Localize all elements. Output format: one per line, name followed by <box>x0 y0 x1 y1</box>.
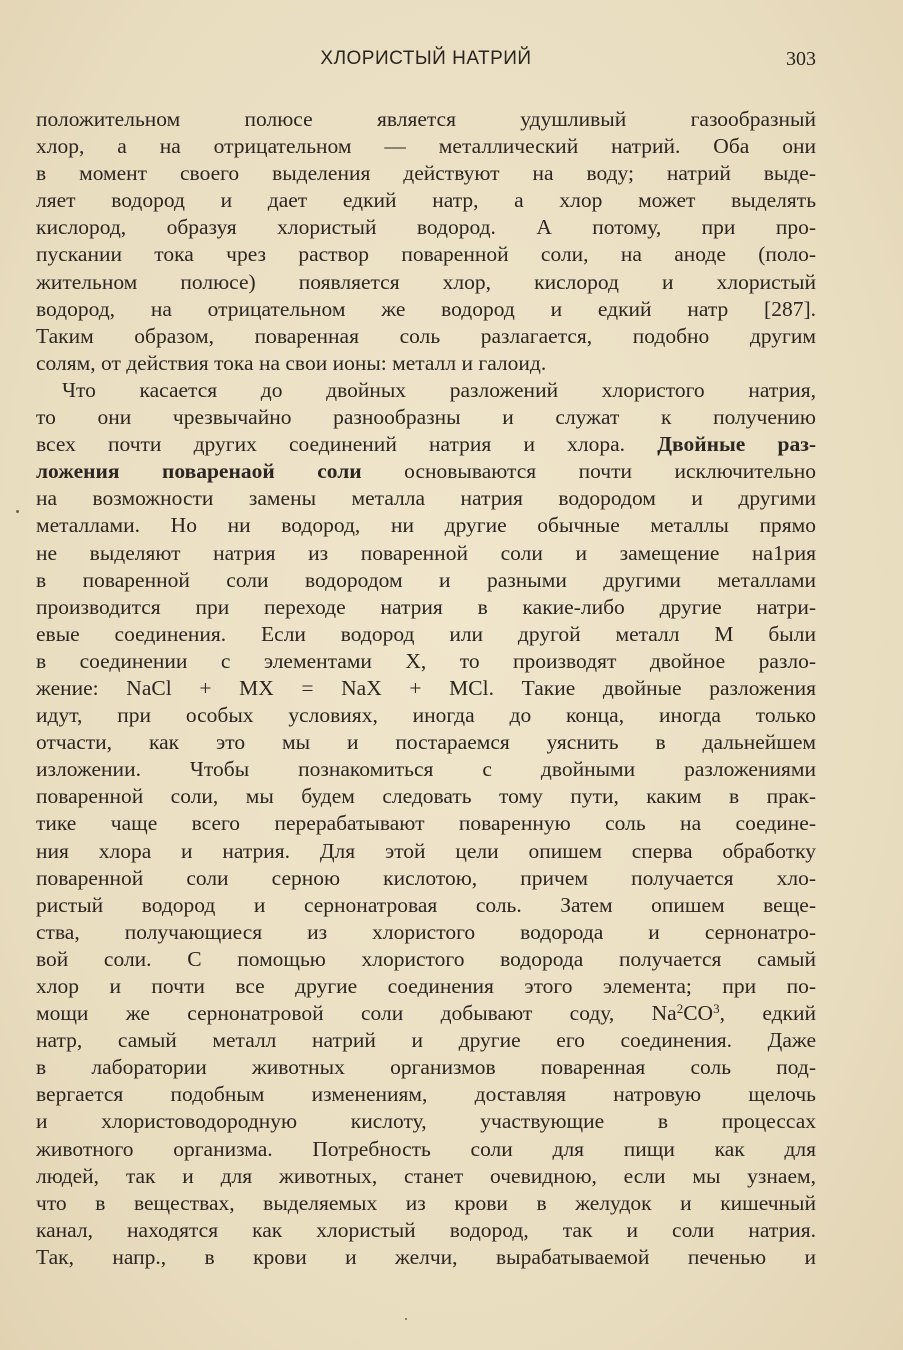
text-line: Что касается до двойных разложений хлористого натрия, <box>62 377 816 402</box>
text-line: хлор, а на отрицательном — металлический натрий. Оба они <box>36 134 816 159</box>
text-line: евые соединения. Если водород или другой металл М были <box>36 621 816 646</box>
text-line: солям, от действия тока на свои ионы: металл и галоид. <box>36 350 547 375</box>
subscript-3: 3 <box>713 1001 720 1017</box>
text-line: металлами. Но ни водород, ни другие обычные металлы прямо <box>36 513 816 538</box>
bold-term: Двойные раз- <box>657 432 816 457</box>
text-line: в поваренной соли водородом и разными другими металлами <box>36 567 816 592</box>
text-line <box>36 458 816 485</box>
text-line: кислород, образуя хлористый водород. А потому, при про- <box>36 215 816 240</box>
text-line: ристый водород и сернонатровая соль. Затем опишем веще- <box>36 892 816 917</box>
text-line: Так, напр., в крови и желчи, вырабатываемой печенью и <box>36 1244 816 1269</box>
body-text <box>36 106 816 1271</box>
text-segment: основываются почти исключительно <box>404 459 817 484</box>
text-line: тике чаще всего перерабатывают поваренную соль на соедине- <box>36 811 816 836</box>
text-line: в соединении с элементами X, то производят двойное разло- <box>36 648 816 673</box>
text-line: в момент своего выделения действуют на воду; натрий выде- <box>36 161 816 186</box>
text-line: не выделяют натрия из поваренной соли и замещение на1рия <box>36 540 816 565</box>
text-line: производится при переходе натрия в какие-либо другие натри- <box>36 594 816 619</box>
equation-line: жение: NaCl + MX = NaX + MCl. Такие двойные разложения <box>36 675 816 700</box>
running-title: ХЛОРИСТЫЙ НАТРИЙ <box>320 48 532 69</box>
text-line: ства, получающиеся из хлористого водорода и сернонатро- <box>36 919 816 944</box>
bold-term: ложения поваренаой соли <box>36 459 362 484</box>
text-line: поваренной соли, мы будем следовать тому пути, каким в прак- <box>36 784 816 809</box>
text-line: в лаборатории животных организмов поваренная соль под- <box>36 1055 816 1080</box>
text-line: Таким образом, поваренная соль разлагается, подобно другим <box>36 323 816 348</box>
text-segment: , едкий <box>719 1001 816 1026</box>
text-line: то они чрезвычайно разнообразны и служат к получению <box>36 405 816 430</box>
text-line: людей, так и для животных, станет очевидною, если мы узнаем, <box>36 1163 816 1188</box>
text-line: канал, находятся как хлористый водород, так и соли натрия. <box>36 1217 816 1242</box>
paper-speck <box>405 1318 407 1320</box>
text-line: жительном полюсе) появляется хлор, кислород и хлористый <box>36 269 816 294</box>
page-number: 303 <box>786 48 816 70</box>
text-line: ляет водород и дает едкий натр, а хлор может выделять <box>36 188 816 213</box>
text-line: на возможности замены металла натрия водородом и другими <box>36 486 816 511</box>
text-line: что в веществах, выделяемых из крови в желудок и кишечный <box>36 1190 816 1215</box>
paper-speck <box>16 510 19 513</box>
page-header <box>36 48 816 78</box>
text-line: пускании тока чрез раствор поваренной соли, на аноде (поло- <box>36 242 816 267</box>
text-line: ния хлора и натрия. Для этой цели опишем сперва обработку <box>36 838 816 863</box>
formula-line <box>36 1000 816 1027</box>
text-line: водород, на отрицательном же водород и едкий натр [287]. <box>36 296 816 321</box>
text-segment: CO <box>683 1001 714 1026</box>
text-line: положительном полюсе является удушливый газообразный <box>36 107 816 131</box>
subscript-2: 2 <box>676 1001 684 1017</box>
text-line: идут, при особых условиях, иногда до конца, иногда только <box>36 703 816 728</box>
text-line: отчасти, как это мы и постараемся уяснить в дальнейшем <box>36 730 816 755</box>
text-line: хлор и почти все другие соединения этого элемента; при по- <box>36 974 816 998</box>
text-line: животного организма. Потребность соли для пищи как для <box>36 1136 816 1161</box>
text-line: и хлористоводородную кислоту, участвующие в процессах <box>36 1109 816 1134</box>
text-line: вой соли. С помощью хлористого водорода получается самый <box>36 946 816 971</box>
text-segment: всех почти других соединений натрия и хлора. <box>36 432 626 457</box>
text-line: поваренной соли серною кислотою, причем получается хло- <box>36 865 816 890</box>
text-line: изложении. Чтобы познакомиться с двойными разложениями <box>36 757 816 782</box>
text-line: вергается подобным изменениям, доставляя натровую щелочь <box>36 1082 816 1107</box>
text-line: натр, самый металл натрий и другие его соединения. Даже <box>36 1028 816 1053</box>
text-segment: мощи же сернонатровой соли добывают соду, Na <box>36 1001 677 1026</box>
text-line <box>36 431 816 458</box>
